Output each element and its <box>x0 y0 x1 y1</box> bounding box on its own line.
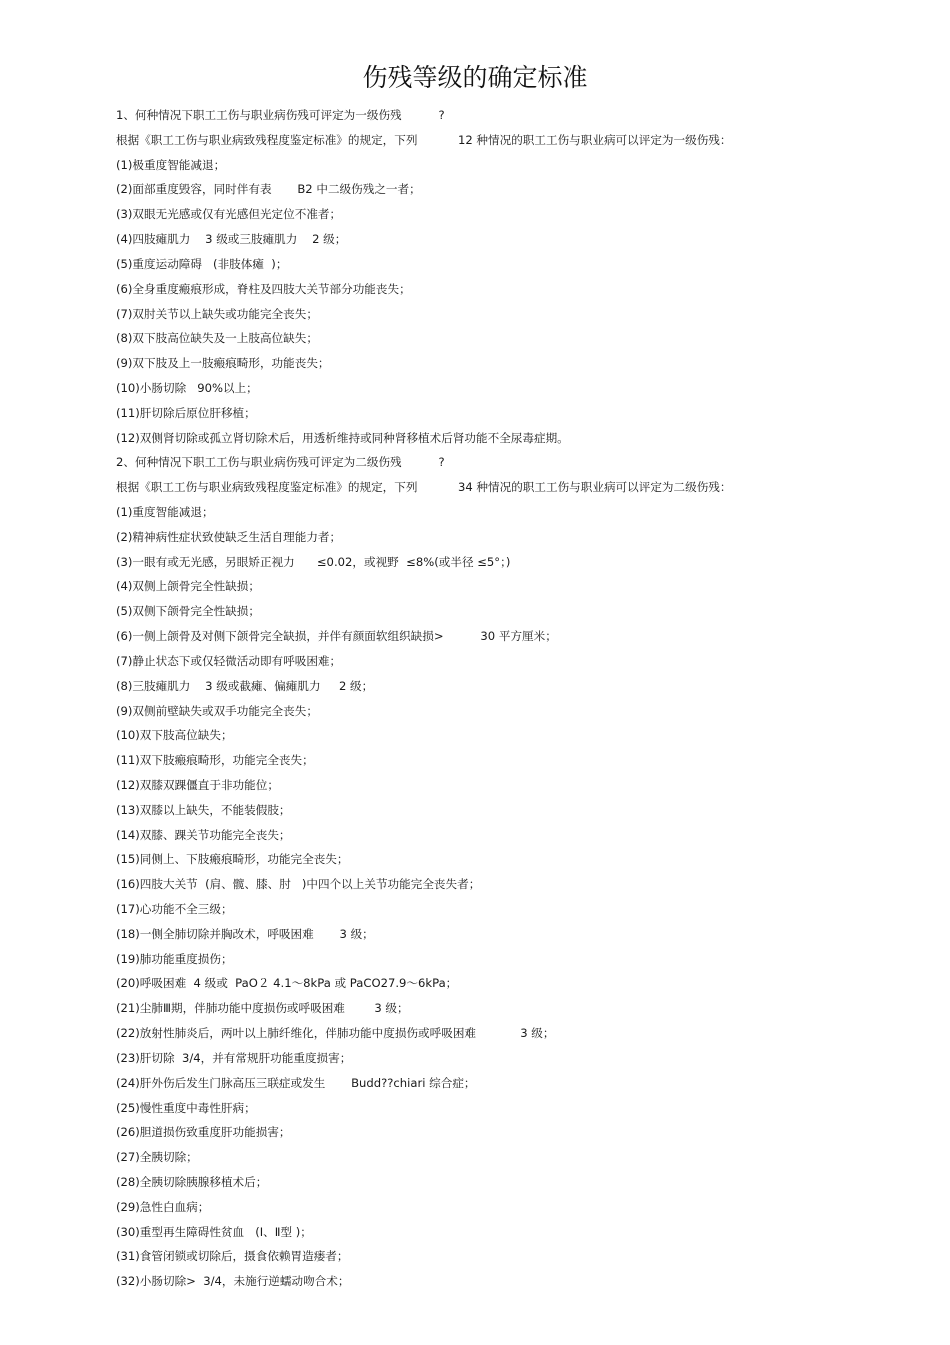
paragraph-line: (27)全胰切除； <box>116 1150 198 1165</box>
paragraph-line: (3)一眼有或无光感，另眼矫正视力 ≤0.02，或视野 ≤8%(或半径 ≤5°；) <box>116 554 511 569</box>
paragraph-line: (10)双下肢高位缺失； <box>116 728 233 743</box>
paragraph-line: (18)一侧全肺切除并胸改术，呼吸困难 3 级； <box>116 926 374 941</box>
paragraph-line: (12)双侧肾切除或孤立肾切除术后，用透析维持或同种肾移植术后肾功能不全尿毒症期。 <box>116 430 569 445</box>
paragraph-line: (19)肺功能重度损伤； <box>116 951 233 966</box>
paragraph-line: (6)全身重度瘢痕形成，脊柱及四肢大关节部分功能丧失； <box>116 281 411 296</box>
paragraph-line: (8)双下肢高位缺失及一上肢高位缺失； <box>116 331 318 346</box>
paragraph-line: (4)四肢瘫肌力 3 级或三肢瘫肌力 2 级； <box>116 232 347 247</box>
paragraph-line: (10)小肠切除 90%以上； <box>116 380 258 395</box>
document-body <box>116 103 916 1294</box>
section-heading: 2、何种情况下职工工伤与职业病伤残可评定为二级伤残 ? <box>116 455 445 470</box>
paragraph-line: (11)肝切除后原位肝移植； <box>116 405 256 420</box>
paragraph-line: (6)一侧上颌骨及对侧下颌骨完全缺损，并伴有颜面软组织缺损> 30 平方厘米； <box>116 629 557 644</box>
paragraph-line: (22)放射性肺炎后，两叶以上肺纤维化，伴肺功能中度损伤或呼吸困难 3 级； <box>116 1026 555 1041</box>
paragraph-line: (4)双侧上颌骨完全性缺损； <box>116 579 260 594</box>
paragraph-line: (12)双膝双踝僵直于非功能位； <box>116 777 279 792</box>
paragraph-line: (5)重度运动障碍 (非肢体瘫 )； <box>116 256 288 271</box>
paragraph-line: (5)双侧下颌骨完全性缺损； <box>116 604 260 619</box>
paragraph-line: (2)面部重度毁容，同时伴有表 B2 中二级伤残之一者； <box>116 182 421 197</box>
paragraph-line: (20)呼吸困难 4 级或 PaO２ 4.1～8kPa 或 PaCO27.9～6kPa； <box>116 976 458 991</box>
paragraph-line: (16)四肢大关节 (肩、髋、膝、肘 )中四个以上关节功能完全丧失者； <box>116 877 481 892</box>
paragraph-line: (9)双侧前壁缺失或双手功能完全丧失； <box>116 703 318 718</box>
paragraph-line: (29)急性白血病； <box>116 1199 210 1214</box>
paragraph-line: (28)全胰切除胰腺移植术后； <box>116 1174 268 1189</box>
paragraph-line: (1)极重度智能减退； <box>116 157 226 172</box>
paragraph-line: (2)精神病性症状致使缺乏生活自理能力者； <box>116 529 342 544</box>
section-heading: 1、何种情况下职工工伤与职业病伤残可评定为一级伤残 ? <box>116 108 445 122</box>
paragraph-line: (11)双下肢瘢痕畸形，功能完全丧失； <box>116 753 314 768</box>
paragraph-line: (31)食管闭锁或切除后，摄食依赖胃造瘘者； <box>116 1249 349 1264</box>
paragraph-line: (24)肝外伤后发生门脉高压三联症或发生 Budd??chiari 综合症； <box>116 1075 476 1090</box>
paragraph-line: 根据《职工工伤与职业病致残程度鉴定标准》的规定，下列 34 种情况的职工工伤与职业病可以评定为二级伤残： <box>116 480 732 495</box>
paragraph-line: (14)双膝、踝关节功能完全丧失； <box>116 827 291 842</box>
paragraph-line: (1)重度智能减退； <box>116 505 214 519</box>
paragraph-line: (13)双膝以上缺失，不能装假肢； <box>116 802 291 817</box>
paragraph-line: (8)三肢瘫肌力 3 级或截瘫、偏瘫肌力 2 级； <box>116 678 374 693</box>
paragraph-line: (7)静止状态下或仅轻微活动即有呼吸困难； <box>116 653 342 668</box>
document-title: 伤残等级的确定标准 <box>362 63 588 92</box>
paragraph-line: (17)心功能不全三级； <box>116 902 233 916</box>
paragraph-line: (9)双下肢及上一肢瘢痕畸形，功能丧失； <box>116 356 330 371</box>
paragraph-line: (25)慢性重度中毒性肝病； <box>116 1100 256 1115</box>
paragraph-line: (23)肝切除 3/4，并有常规肝功能重度损害； <box>116 1050 352 1065</box>
paragraph-line: (32)小肠切除> 3/4，未施行逆蠕动吻合术； <box>116 1274 350 1289</box>
paragraph-line: 根据《职工工伤与职业病致残程度鉴定标准》的规定，下列 12 种情况的职工工伤与职业病可以评定为一级伤残： <box>116 132 732 147</box>
paragraph-line: (15)同侧上、下肢瘢痕畸形，功能完全丧失； <box>116 852 349 867</box>
paragraph-line: (26)胆道损伤致重度肝功能损害； <box>116 1125 291 1140</box>
paragraph-line: (21)尘肺Ⅲ期，伴肺功能中度损伤或呼吸困难 3 级； <box>116 1001 409 1016</box>
paragraph-line: (3)双眼无光感或仅有光感但光定位不准者； <box>116 207 342 222</box>
paragraph-line: (30)重型再生障碍性贫血 (Ⅰ、Ⅱ型 )； <box>116 1224 312 1239</box>
paragraph-line: (7)双肘关节以上缺失或功能完全丧失； <box>116 306 318 321</box>
